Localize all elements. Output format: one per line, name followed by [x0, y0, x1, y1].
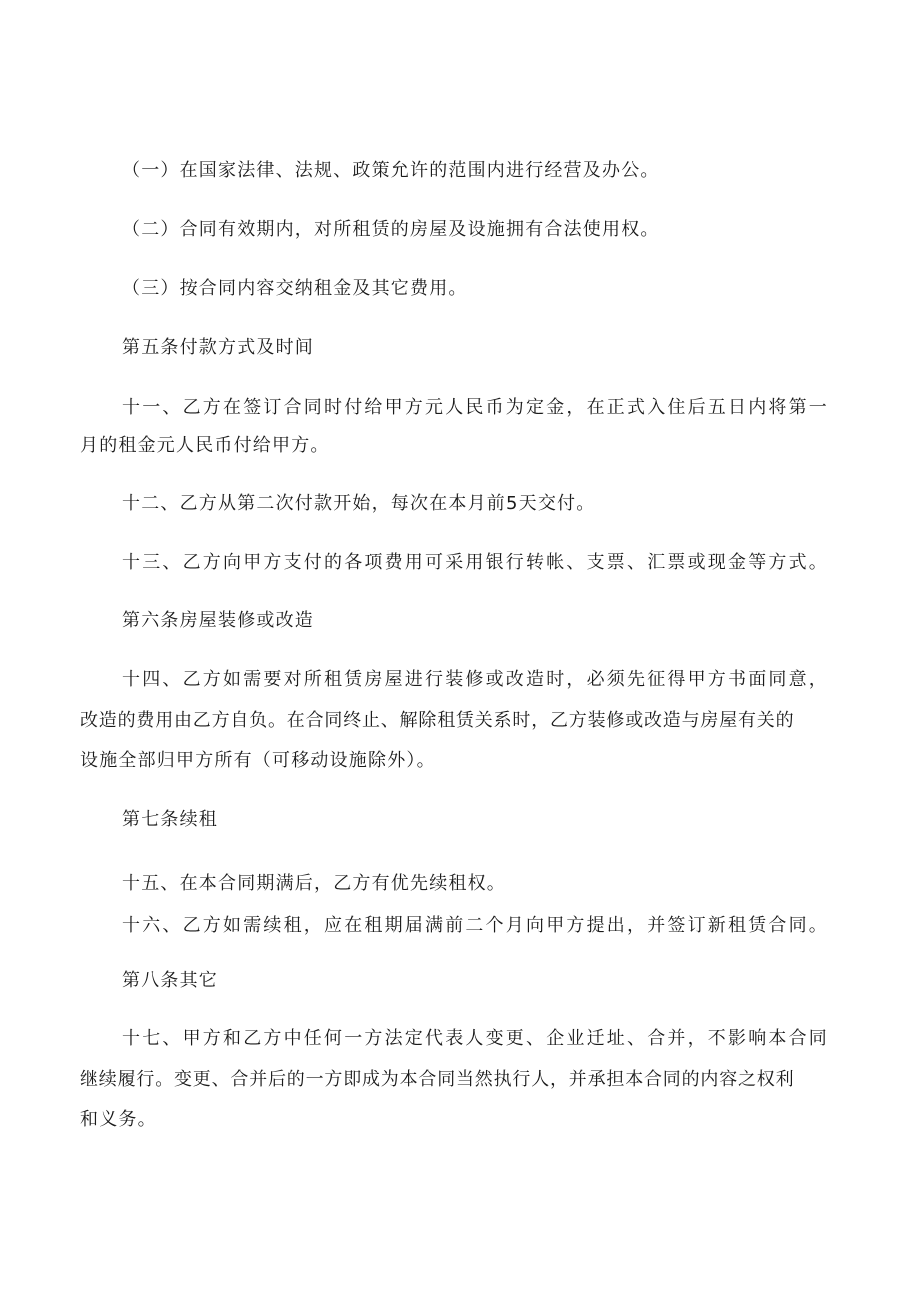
- clause-14-line-1: 十四、乙方如需要对所租赁房屋进行装修或改造时，必须先征得甲方书面同意，: [122, 669, 829, 690]
- clause-14-line-3: 设施全部归甲方所有（可移动设施除外）。: [80, 750, 436, 771]
- article-5-heading: 第五条付款方式及时间: [122, 337, 314, 358]
- article-7-heading: 第七条续租: [122, 809, 218, 830]
- clause-17-line-1: 十七、甲方和乙方中任何一方法定代表人变更、企业迁址、合并，不影响本合同: [122, 1028, 829, 1049]
- clause-11-line-1: 十一、乙方在签订合同时付给甲方元人民币为定金，在正式入住后五日内将第一: [122, 397, 829, 418]
- clause-11-line-2: 月的租金元人民币付给甲方。: [80, 435, 330, 456]
- clause-item-1: （一）在国家法律、法规、政策允许的范围内进行经营及办公。: [122, 160, 660, 181]
- clause-14-line-2: 改造的费用由乙方自负。在合同终止、解除租赁关系时，乙方装修或改造与房屋有关的: [80, 710, 795, 731]
- clause-item-2: （二）合同有效期内，对所租赁的房屋及设施拥有合法使用权。: [122, 219, 660, 240]
- clause-15: 十五、在本合同期满后，乙方有优先续租权。: [122, 873, 506, 894]
- clause-12: 十二、乙方从第二次付款开始，每次在本月前5天交付。: [122, 493, 596, 514]
- clause-17-line-2: 继续履行。变更、合并后的一方即成为本合同当然执行人，并承担本合同的内容之权利: [80, 1069, 795, 1090]
- clause-17-line-3: 和义务。: [80, 1109, 157, 1130]
- clause-item-3: （三）按合同内容交纳租金及其它费用。: [122, 278, 468, 299]
- clause-13: 十三、乙方向甲方支付的各项费用可采用银行转帐、支票、汇票或现金等方式。: [122, 552, 829, 573]
- clause-16: 十六、乙方如需续租，应在租期届满前二个月向甲方提出，并签订新租赁合同。: [122, 915, 829, 936]
- article-6-heading: 第六条房屋装修或改造: [122, 610, 314, 631]
- article-8-heading: 第八条其它: [122, 970, 218, 991]
